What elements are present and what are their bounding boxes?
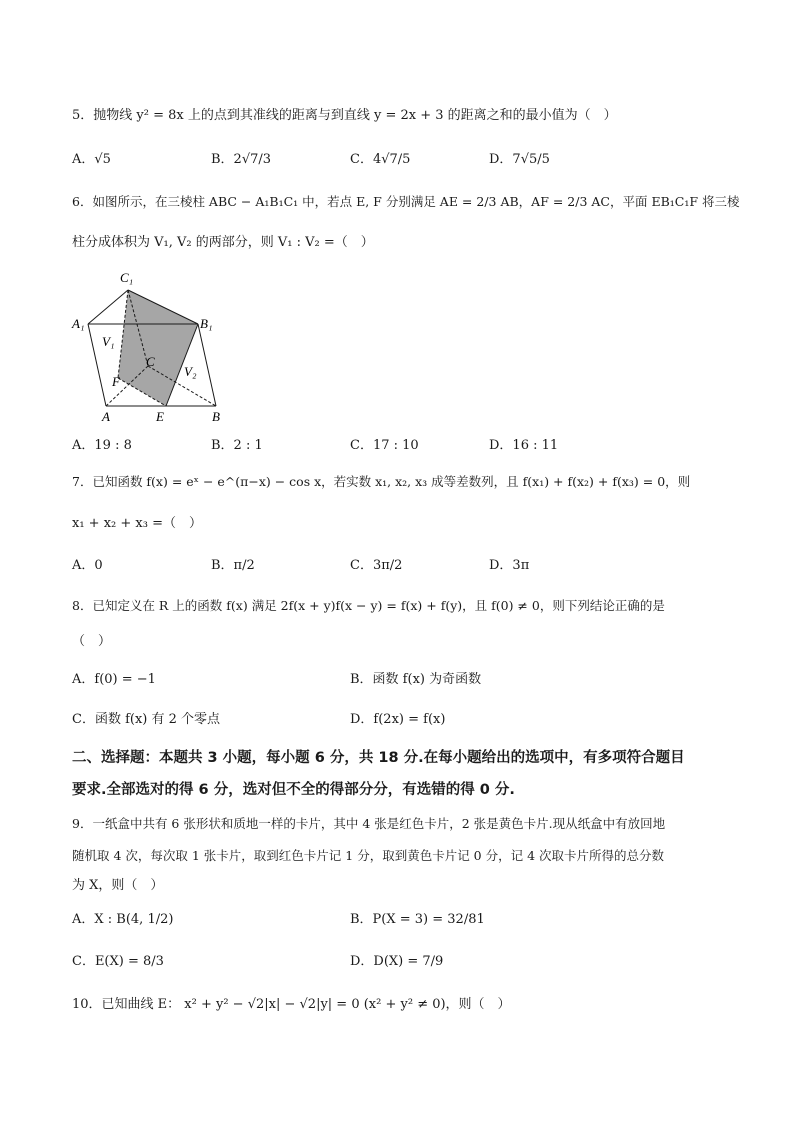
label-c: C	[146, 354, 155, 369]
prism-figure	[70, 266, 230, 426]
question-6-option-a: A．19 : 8	[72, 438, 132, 453]
question-6-option-d: D．16 : 11	[489, 438, 559, 453]
label-v1: V₁	[102, 334, 115, 349]
question-9-stem-line-1: 9．一纸盒中共有 6 张形状和质地一样的卡片，其中 4 张是红色卡片，2 张是黄色卡片.现从纸盒中有放回地	[72, 816, 666, 831]
question-9-option-c: C．E(X) = 8/3	[72, 954, 164, 969]
question-9-option-d: D．D(X) = 7/9	[350, 954, 444, 969]
question-5-option-a: A．√5	[72, 152, 111, 167]
question-7-stem-line-2: x₁ + x₂ + x₃ =（ ）	[72, 516, 202, 531]
label-c1: C₁	[120, 270, 134, 285]
section-2-heading-line-2: 要求.全部选对的得 6 分，选对但不全的得部分分，有选错的得 0 分.	[72, 782, 515, 798]
section-2-heading-line-1: 二、选择题：本题共 3 小题，每小题 6 分，共 18 分.在每小题给出的选项中，有多项符合题目	[72, 750, 685, 766]
question-6-option-c: C．17 : 10	[350, 438, 419, 453]
question-9-option-a: A．X : B(4, 1/2)	[72, 912, 174, 927]
question-6-option-b: B．2 : 1	[211, 438, 263, 453]
question-8-option-b: B．函数 f(x) 为奇函数	[350, 672, 482, 687]
label-b: B	[212, 409, 220, 424]
label-f: F	[112, 374, 120, 389]
question-9-option-b: B．P(X = 3) = 32/81	[350, 912, 485, 927]
question-7-option-a: A．0	[72, 558, 103, 573]
question-7-option-c: C．3π/2	[350, 558, 403, 573]
question-8-stem-line-2: （ ）	[72, 634, 112, 649]
question-9-stem-line-3: 为 X，则（ ）	[72, 878, 164, 893]
label-e: E	[156, 409, 164, 424]
question-6-stem-line-2: 柱分成体积为 V₁, V₂ 的两部分，则 V₁ : V₂ =（ ）	[72, 235, 374, 250]
question-8-stem-line-1: 8．已知定义在 R 上的函数 f(x) 满足 2f(x + y)f(x − y) = f(x) + f(y)，且 f(0) ≠ 0，则下列结论正确的是	[72, 598, 665, 613]
shaded-plane	[118, 290, 198, 406]
question-10-stem: 10．已知曲线 E： x² + y² − √2|x| − √2|y| = 0 (x² + y² ≠ 0)，则（ ）	[72, 997, 511, 1012]
edge-bb1	[198, 324, 216, 406]
question-5-option-c: C．4√7/5	[350, 152, 411, 167]
label-b1: B₁	[200, 316, 213, 331]
question-7-option-b: B．π/2	[211, 558, 255, 573]
question-8-option-d: D．f(2x) = f(x)	[350, 712, 446, 727]
question-5-option-d: D．7√5/5	[489, 152, 550, 167]
question-7-option-d: D．3π	[489, 558, 530, 573]
label-a: A	[102, 409, 110, 424]
label-v2: V₂	[184, 364, 197, 379]
question-9-stem-line-2: 随机取 4 次，每次取 1 张卡片，取到红色卡片记 1 分，取到黄色卡片记 0 分，记 4 次取卡片所得的总分数	[72, 848, 665, 863]
question-5-option-b: B．2√7/3	[211, 152, 272, 167]
question-8-option-a: A．f(0) = −1	[72, 672, 156, 687]
edge-a1c1	[88, 290, 128, 324]
question-6-stem-line-1: 6．如图所示，在三棱柱 ABC − A₁B₁C₁ 中，若点 E, F 分别满足 AE = 2/3 AB，AF = 2/3 AC，平面 EB₁C₁F 将三棱	[72, 194, 740, 209]
question-5-stem: 5．抛物线 y² = 8x 上的点到其准线的距离与到直线 y = 2x + 3 的距离之和的最小值为（ ）	[72, 108, 617, 123]
label-a1: A₁	[72, 316, 85, 331]
question-8-option-c: C．函数 f(x) 有 2 个零点	[72, 712, 221, 727]
question-7-stem-line-1: 7．已知函数 f(x) = eˣ − e^(π−x) − cos x，若实数 x₁, x₂, x₃ 成等差数列，且 f(x₁) + f(x₂) + f(x₃) = 0，则	[72, 474, 691, 489]
